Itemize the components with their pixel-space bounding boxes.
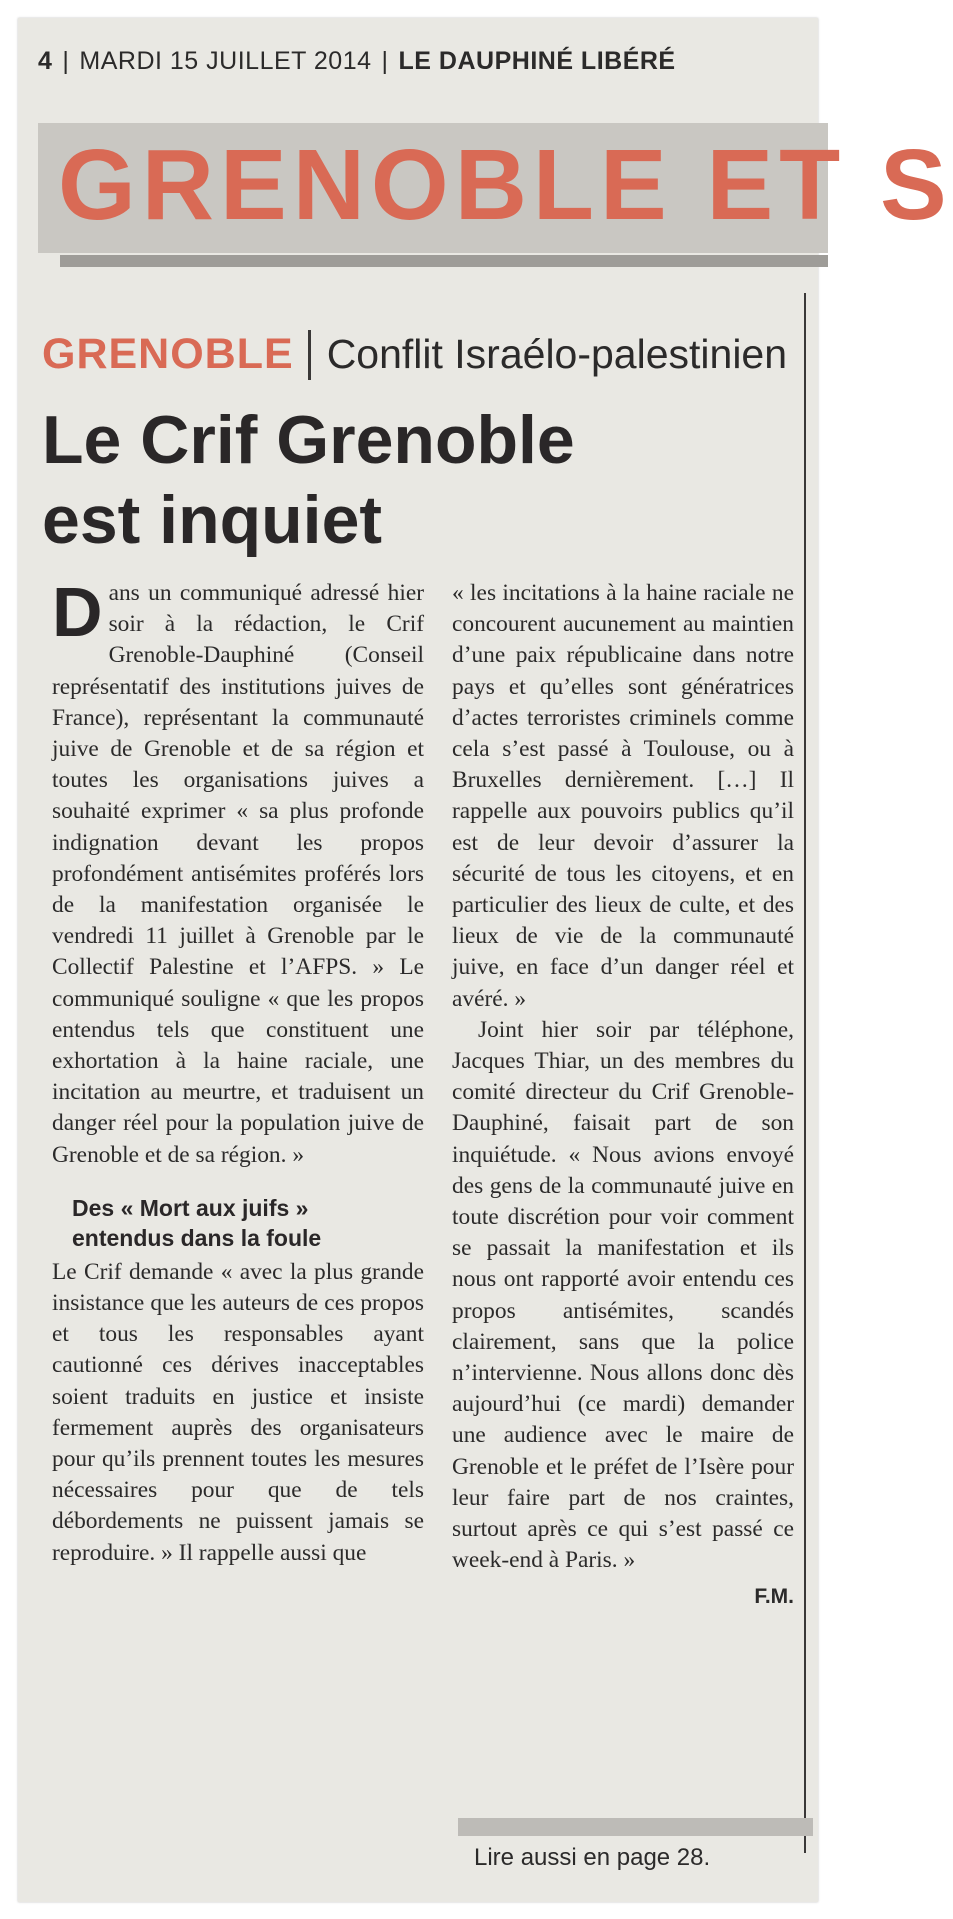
newspaper-clipping — [18, 18, 953, 1902]
kicker-topic: Conflit Israélo-palestinien — [326, 331, 788, 377]
author-signature: F.M. — [754, 1584, 794, 1608]
kicker-location: GRENOBLE — [42, 330, 294, 378]
folio-separator: | — [62, 46, 70, 75]
see-also-bar — [458, 1818, 813, 1836]
body-paragraph-3: « les incitations à la haine raciale ne concourent aucunement au maintien d’une paix républicaine dans notre pays et qu’elles sont génératrices d’actes terroristes criminels comme cela s’est passé à Toulouse, ou à Bruxelles dernièrement. […] Il rappelle aux pouvoirs publics qu’il est de leur devoir d’assurer la sécurité de tous les citoyens, et en particulier des lieux de culte, et des lieux de vie de la communauté juive, en face d’un danger réel et avéré. » — [452, 580, 794, 1012]
body-paragraph-4: Joint hier soir par téléphone, Jacques Thiar, un des membres du comité directeur du Crif Grenoble-Dauphiné, faisait part de son inquiétude. « Nous avions envoyé des gens de la communauté juive en toute discrétion pour voir comment se passait la manifestation et ils nous ont rapporté avoir entendu ces propos antisémites, scandés clairement, sans que la police n’intervienne. Nous allons donc dès aujourd’hui (ce mardi) demander une audience avec le maire de Grenoble et le préfet de l’Isère pour leur faire part de nos craintes, surtout après ce qui s’est passé ce week-end à Paris. » — [452, 1016, 794, 1574]
column-rule — [804, 293, 806, 1853]
subheading-line-2: entendus dans la foule — [72, 1224, 322, 1251]
section-banner-title: GRENOBLE ET S — [58, 129, 953, 241]
headline-line-1: Le Crif Grenoble — [42, 402, 575, 478]
kicker-divider — [308, 330, 311, 380]
page-number: 4 — [38, 46, 53, 75]
section-banner-shadow — [60, 255, 828, 267]
folio-separator: | — [381, 46, 389, 75]
headline-line-2: est inquiet — [42, 482, 383, 558]
drop-cap: D — [52, 573, 103, 651]
newspaper-name: LE DAUPHINÉ LIBÉRÉ — [398, 46, 676, 75]
article-subheading — [72, 1193, 424, 1253]
subheading-line-1: Des « Mort aux juifs » — [72, 1194, 309, 1221]
body-paragraph-1 — [52, 573, 424, 1171]
article-headline — [42, 400, 742, 560]
issue-date: MARDI 15 JUILLET 2014 — [79, 46, 372, 75]
article-kicker — [42, 330, 787, 380]
paragraph-1-text: ans un communiqué adressé hier soir à la rédaction, le Crif Grenoble-Dauphiné (Conseil représentatif des institutions juives de France), représentant la communauté juive de Grenoble et de sa région et toutes les organisations juives a souhaité exprimer « sa plus profonde indignation devant les propos profondément antisémites proférés lors de la manifestation organisée le vendredi 11 juillet à Grenoble par le Collectif Palestine et l’AFPS. » Le communiqué souligne « que les propos entendus tels que constituent une exhortation à la haine raciale, une incitation au meurtre, et traduisent un danger réel pour la population juive de Grenoble et de sa région. » — [52, 580, 424, 1168]
see-also-note: Lire aussi en page 28. — [474, 1844, 711, 1871]
page-folio — [38, 36, 676, 86]
body-paragraph-2: Le Crif demande « avec la plus grande insistance que les auteurs de ces propos et tous les responsables ayant cautionné ces dérives inacceptables soient traduits en justice et insiste fermement auprès des organisateurs pour qu’ils prennent toutes les mesures nécessaires pour que de tels débordements ne puissent jamais se reproduire. » Il rappelle aussi que — [52, 1258, 424, 1566]
article-column-2 — [452, 578, 794, 1612]
article-column-1 — [52, 573, 424, 1569]
